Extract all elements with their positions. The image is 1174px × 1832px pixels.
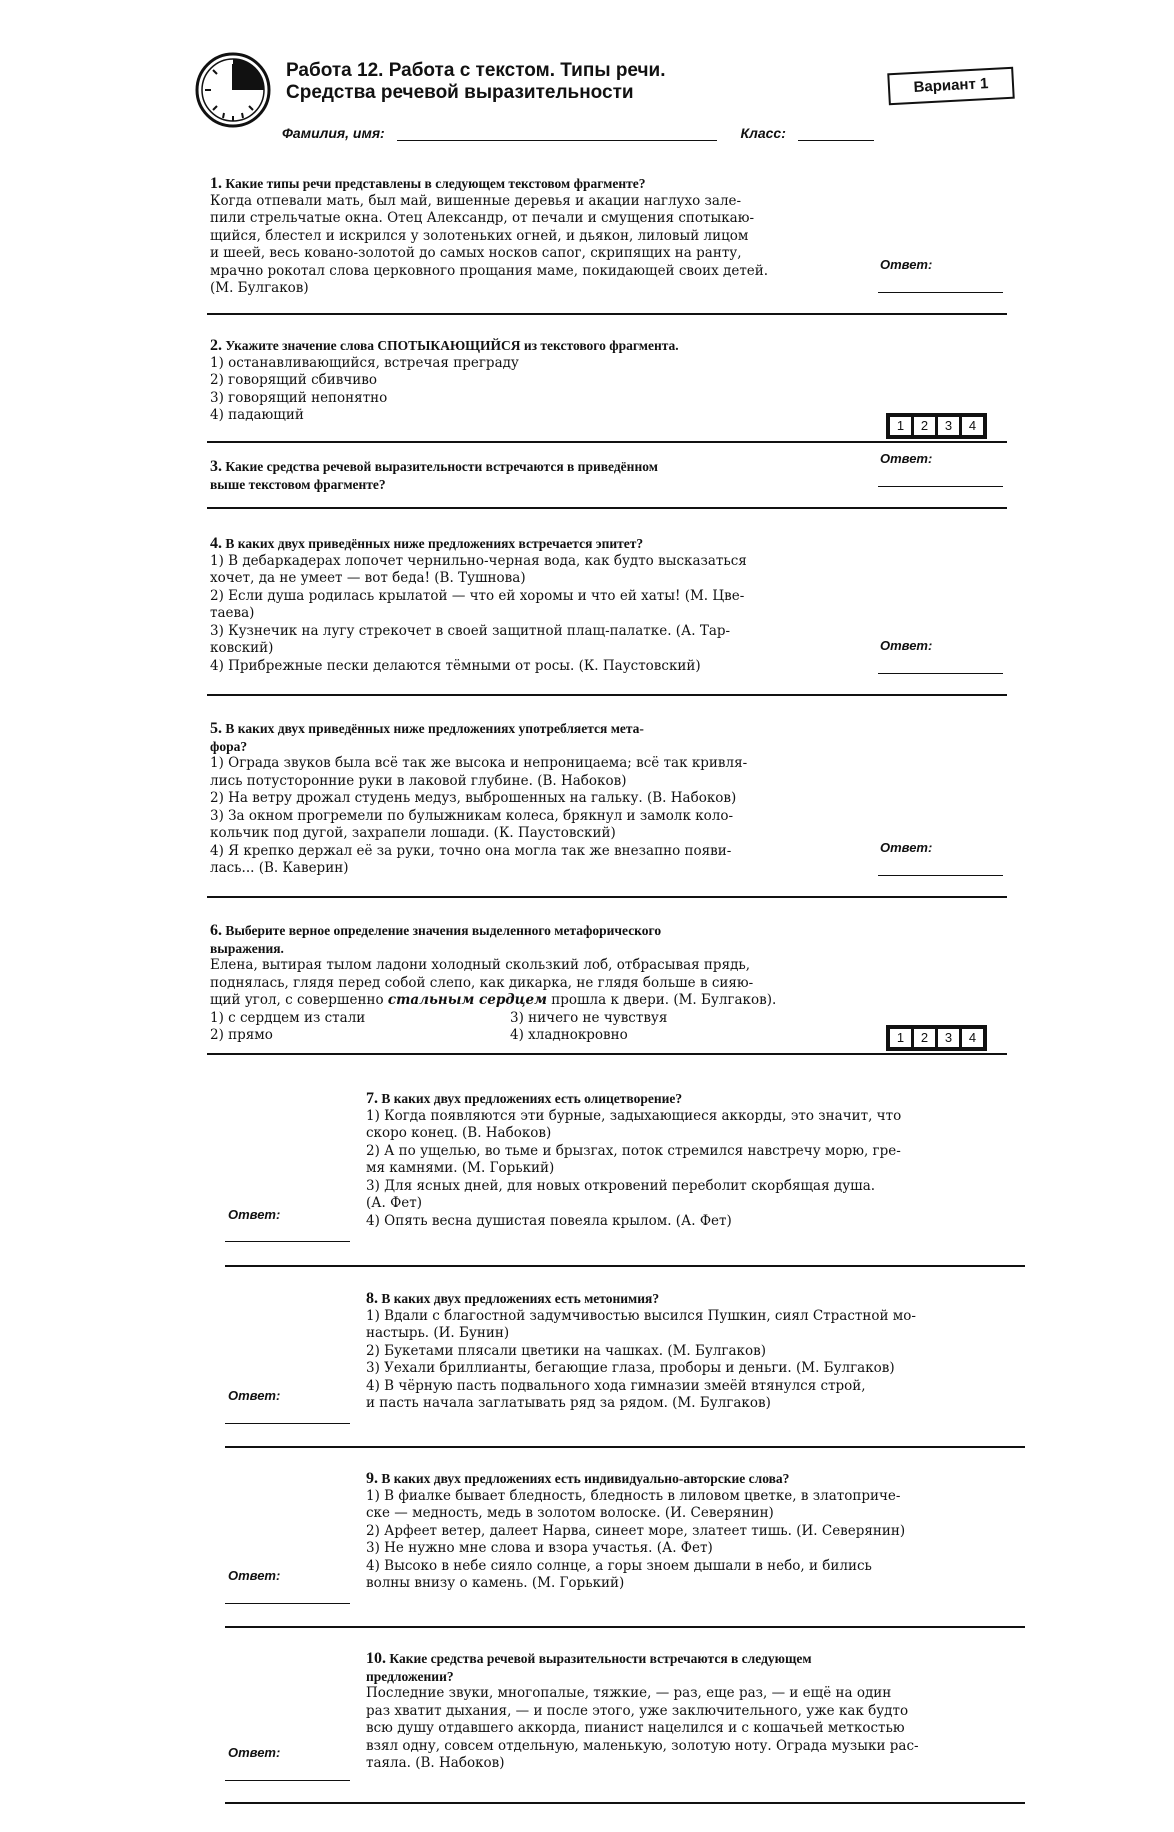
variant-badge: Вариант 1: [887, 67, 1015, 106]
answer-choices-6[interactable]: [886, 1025, 987, 1051]
question-3: 3. Какие средства речевой выразительности встречаются в приведённом выше текстовом фрагменте?: [210, 458, 658, 492]
divider: [225, 1626, 1025, 1628]
choice-box[interactable]: 4: [962, 1029, 983, 1047]
answer-label-7: Ответ:: [228, 1207, 281, 1222]
question-8: 8. В каких двух предложениях есть метонимия? 1) Вдали с благостной задумчивостью высился Пушкин, сиял Страстной мо- настырь. (И. Бунин) 2) Букетами плясали цветики на чашках. (М. Булгаков) 3) Уехали бриллианты, бегающие глаза, проборы и деньги. (М. Булгаков) 4) В чёрную пасть подвального хода гимназии змеёй втянулся строй, и пасть начала заглатывать ряд за рядом. (М. Булгаков): [366, 1290, 916, 1411]
choice-box[interactable]: 3: [938, 1029, 959, 1047]
answer-line-7[interactable]: [225, 1241, 350, 1242]
choice-box[interactable]: 2: [914, 1029, 935, 1047]
name-input-line[interactable]: [397, 126, 717, 141]
question-4: 4. В каких двух приведённых ниже предложениях встречается эпитет? 1) В дебаркадерах лопочет чернильно-черная вода, как будто высказаться хочет, да не умеет — вот беда! (В. Тушнова) 2) Если душа родилась крылатой — что ей хоромы и что ей хаты! (М. Цве- таева) 3) Кузнечик на лугу стрекочет в своей защитной плащ-палатке. (А. Тар- ковский) 4) Прибрежные пески делаются тёмными от росы. (К. Паустовский): [210, 535, 747, 674]
answer-choices-2[interactable]: [886, 413, 987, 439]
class-label: Класс:: [740, 125, 786, 141]
answer-line-10[interactable]: [225, 1780, 350, 1781]
divider: [207, 694, 1007, 696]
question-10: 10. Какие средства речевой выразительности встречаются в следующем предложении? Последние звуки, многопалые, тяжкие, — раз, еще раз, — и ещё на один раз хватит дыхания, — и после этого, уже заключительного, уже как будто всю душу отдавшего аккорда, пианист нацелился и с кошачьей меткостью взял одну, совсем отдельную, маленькую, золотую ноту. Ограда музыки рас- таяла. (В. Набоков): [366, 1650, 919, 1771]
divider: [207, 896, 1007, 898]
choice-box[interactable]: 1: [890, 417, 911, 435]
question-7: 7. В каких двух предложениях есть олицетворение? 1) Когда появляются эти бурные, задыхающиеся аккорды, это значит, что скоро конец. (В. Набоков) 2) А по ущелью, во тьме и брызгах, поток стремился навстречу морю, гре- мя камнями. (М. Горький) 3) Для ясных дней, для новых откровений переболит скорбящая душа. (А. Фет) 4) Опять весна душистая повеяла крылом. (А. Фет): [366, 1090, 902, 1229]
answer-line-3[interactable]: [878, 486, 1003, 487]
question-9: 9. В каких двух предложениях есть индивидуально-авторские слова? 1) В фиалке бывает бледность, бледность в лиловом цветке, в златоприче- ске — медность, медь в золотом волоске. (И. Северянин) 2) Арфеет ветер, далеет Нарва, синеет море, златеет тишь. (И. Северянин) 3) Не нужно мне слова и взора участья. (А. Фет) 4) Высоко в небе сияло солнце, а горы зноем дышали в небо, и бились волны внизу о камень. (М. Горький): [366, 1470, 906, 1591]
name-class-row: [282, 125, 874, 141]
divider: [225, 1802, 1025, 1804]
answer-line-5[interactable]: [878, 875, 1003, 876]
choice-box[interactable]: 3: [938, 417, 959, 435]
answer-label-8: Ответ:: [228, 1388, 281, 1403]
answer-line-1[interactable]: [878, 292, 1003, 293]
answer-line-9[interactable]: [225, 1603, 350, 1604]
title-line-1: Работа 12. Работа с текстом. Типы речи.: [286, 60, 666, 81]
answer-label-9: Ответ:: [228, 1568, 281, 1583]
question-6: 6. Выберите верное определение значения выделенного метафорического выражения. Елена, вытирая тылом ладони холодный скользкий лоб, отбрасывая прядь, поднялась, глядя перед собой слепо, как дикарка, не глядя больше в сияю- щий угол, с совершенно стальным сердцем прошла к двери. (М. Булгаков). 1) с сердцем из стали 3) ничего не чувствуя 2) прямо 4) хладнокровно: [210, 922, 777, 1043]
answer-line-8[interactable]: [225, 1423, 350, 1424]
answer-label-4: Ответ:: [880, 638, 933, 653]
name-label: Фамилия, имя:: [282, 125, 385, 141]
divider: [207, 1053, 1007, 1055]
clock-icon: [193, 50, 273, 130]
answer-line-4[interactable]: [878, 673, 1003, 674]
question-5: 5. В каких двух приведённых ниже предложениях употребляется мета- фора? 1) Ограда звуков была всё так же высока и непроницаема; всё так кривля- лись потусторонние руки в лаковой глубине. (В. Набоков) 2) На ветру дрожал студень медуз, выброшенных на гальку. (В. Набоков) 3) За окном прогремели по булыжникам колеса, брякнул и замолк коло- кольчик под дугой, захрапели лошади. (К. Паустовский) 4) Я крепко держал её за руки, точно она могла так же внезапно появи- лась... (В. Каверин): [210, 720, 748, 876]
title-line-2: Средства речевой выразительности: [286, 82, 634, 103]
answer-label-5: Ответ:: [880, 840, 933, 855]
divider: [207, 313, 1007, 315]
divider: [207, 441, 1007, 443]
divider: [207, 507, 1007, 509]
highlighted-expression: стальным сердцем: [387, 992, 547, 1008]
question-2: 2. Укажите значение слова СПОТЫКАЮЩИЙСЯ из текстового фрагмента. 1) останавливающийся, встречая преграду 2) говорящий сбивчиво 3) говорящий непонятно 4) падающий: [210, 337, 679, 423]
class-input-line[interactable]: [798, 126, 874, 141]
answer-label-3: Ответ:: [880, 451, 933, 466]
choice-box[interactable]: 2: [914, 417, 935, 435]
question-1: 1. Какие типы речи представлены в следующем текстовом фрагменте? Когда отпевали мать, был май, вишенные деревья и акации наглухо зале- пили стрельчатые окна. Отец Александр, от печали и смущения спотыкаю- щийся, блестел и искрился у золотеньких огней, и дьякон, лиловый лицом и шеей, весь кованo-золотой до самых носков сапог, скрипящих на ранту, мрачно рокотал слова церковного прощания маме, покидающей своих детей. (М. Булгаков): [210, 175, 769, 296]
worksheet-title: [286, 60, 666, 104]
divider: [225, 1265, 1025, 1267]
choice-box[interactable]: 1: [890, 1029, 911, 1047]
choice-box[interactable]: 4: [962, 417, 983, 435]
divider: [225, 1446, 1025, 1448]
answer-label-1: Ответ:: [880, 257, 933, 272]
answer-label-10: Ответ:: [228, 1745, 281, 1760]
